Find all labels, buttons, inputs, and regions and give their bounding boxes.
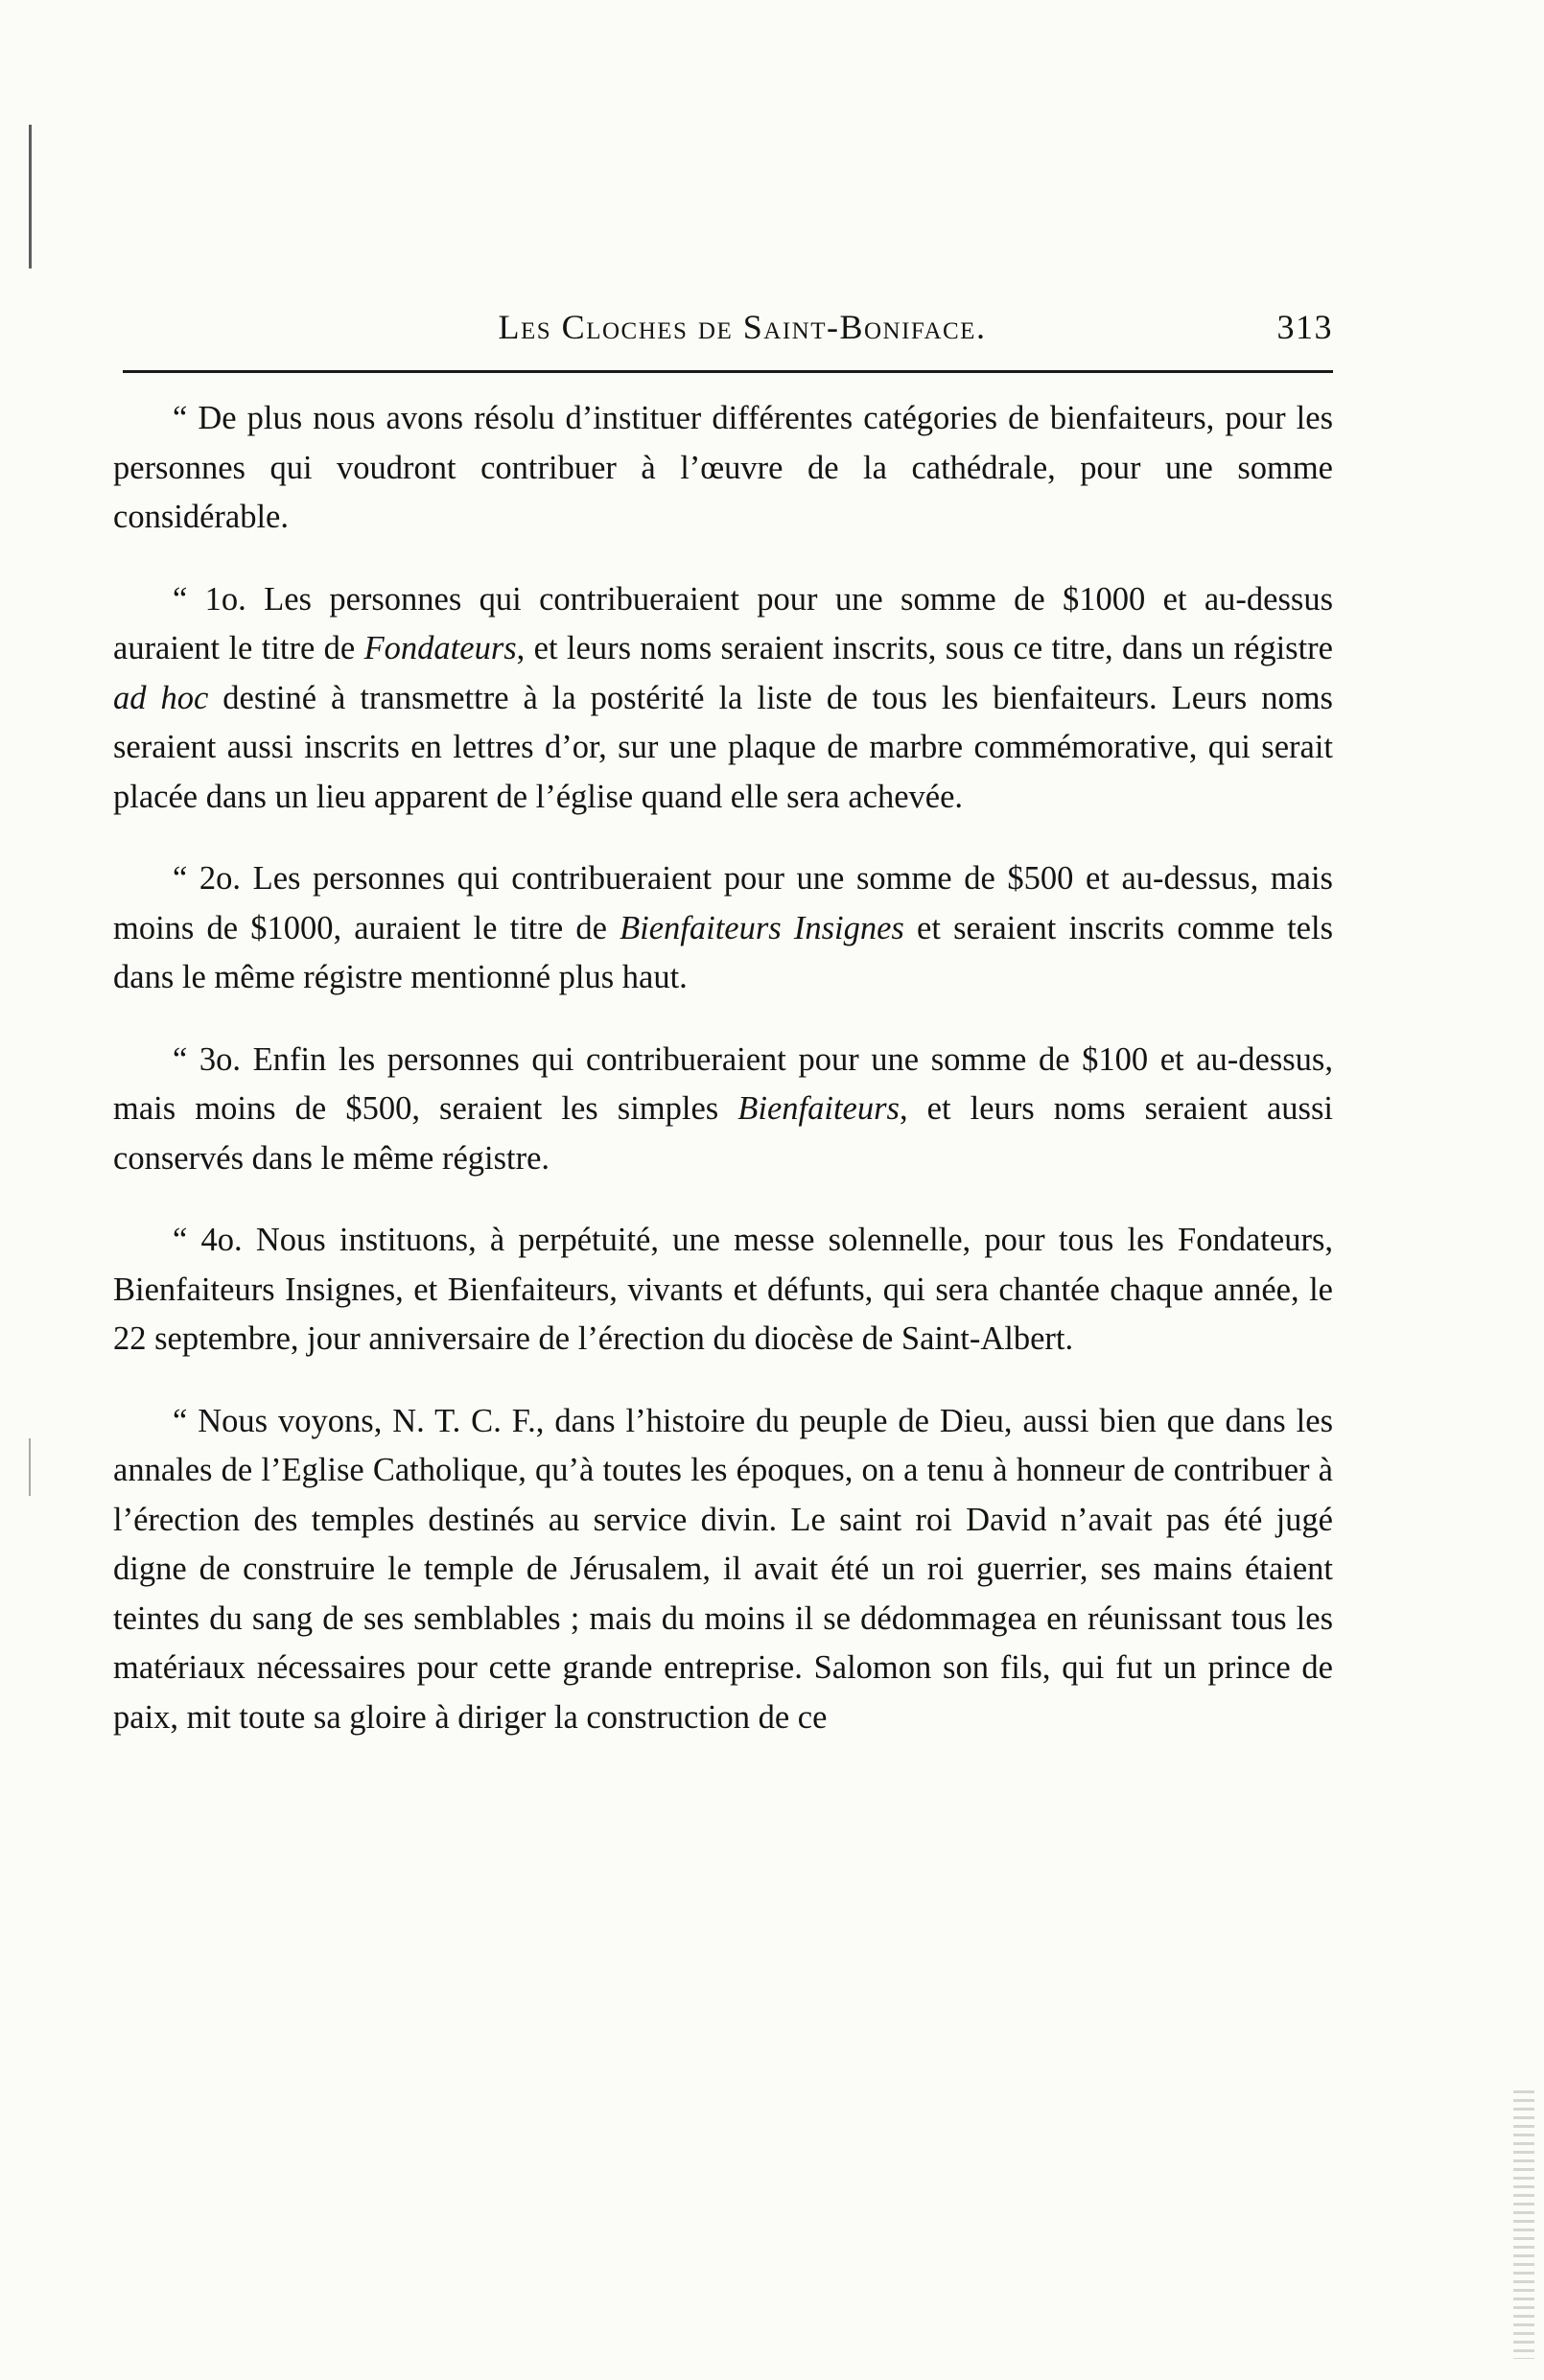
- text-segment: “ 1o. Les personnes qui contribueraient pour une somme de $1000 et au-dessus auraient le titre de: [113, 580, 1333, 666]
- page-number: 313: [1276, 308, 1333, 346]
- italic-term: Bienfaiteurs: [737, 1090, 900, 1127]
- paragraph: [113, 1397, 1333, 1743]
- text-segment: et seraient inscrits comme tels dans le même régistre mentionné plus haut.: [113, 909, 1333, 995]
- italic-term: ad hoc: [113, 679, 209, 716]
- text-segment: “ De plus nous avons résolu d’instituer différentes catégories de bienfaiteurs, pour les personnes qui voudront contribuer à l’œuvre de la cathédrale, pour une somme considérable.: [113, 400, 1333, 535]
- running-header: [113, 307, 1333, 370]
- text-segment: destiné à transmettre à la postérité la liste de tous les bienfaiteurs. Leurs noms seraient aussi inscrits en lettres d’or, sur une plaque de marbre commémorative, qui serait placée dans un lieu apparent de l’église quand elle sera achevée.: [113, 679, 1333, 815]
- paragraph: [113, 1216, 1333, 1365]
- scan-edge-mark: [29, 1438, 31, 1496]
- body-text: [113, 394, 1333, 1742]
- italic-term: Fondateurs: [363, 630, 517, 666]
- paragraph: [113, 575, 1333, 823]
- running-title: Les Cloches de Saint-Boniface.: [498, 308, 987, 346]
- paragraph: [113, 1036, 1333, 1184]
- scan-edge-mark: [29, 125, 32, 268]
- scan-edge-mark: [1513, 2090, 1534, 2359]
- text-segment: “ Nous voyons, N. T. C. F., dans l’histoire du peuple de Dieu, aussi bien que dans les annales de l’Eglise Catholique, qu’à toutes les époques, on a tenu à honneur de contribuer à l’érection des temples destinés au service divin. Le saint roi David n’avait pas été jugé digne de construire le temple de Jérusalem, il avait été un roi guerrier, ses mains étaient teintes du sang de ses semblables ; mais du moins il se dédommagea en réunissant tous les matériaux nécessaires pour cette grande entreprise. Salomon son fils, qui fut un prince de paix, mit toute sa gloire à diriger la construction de ce: [113, 1402, 1333, 1736]
- paragraph: [113, 394, 1333, 543]
- text-segment: “ 4o. Nous instituons, à perpétuité, une messe solennelle, pour tous les Fondateurs, Bienfaiteurs Insignes, et Bienfaiteurs, vivants et défunts, qui sera chantée chaque année, le 22 septembre, jour anniversaire de l’érection du diocèse de Saint-Albert.: [113, 1222, 1333, 1357]
- text-segment: “ 2o. Les personnes qui contribueraient pour une somme de $500 et au-dessus, mais moins de $1000, auraient le titre de: [113, 860, 1333, 946]
- text-segment: , et leurs noms seraient aussi conservés dans le même régistre.: [113, 1090, 1333, 1177]
- header-rule: [123, 370, 1333, 373]
- italic-term: Bienfaiteurs Insignes: [620, 909, 904, 946]
- paragraph: [113, 854, 1333, 1003]
- text-segment: , et leurs noms seraient inscrits, sous ce titre, dans un régistre: [516, 630, 1333, 666]
- book-page: [113, 307, 1333, 1775]
- text-segment: “ 3o. Enfin les personnes qui contribueraient pour une somme de $100 et au-dessus, mais moins de $500, seraient les simples: [113, 1040, 1333, 1127]
